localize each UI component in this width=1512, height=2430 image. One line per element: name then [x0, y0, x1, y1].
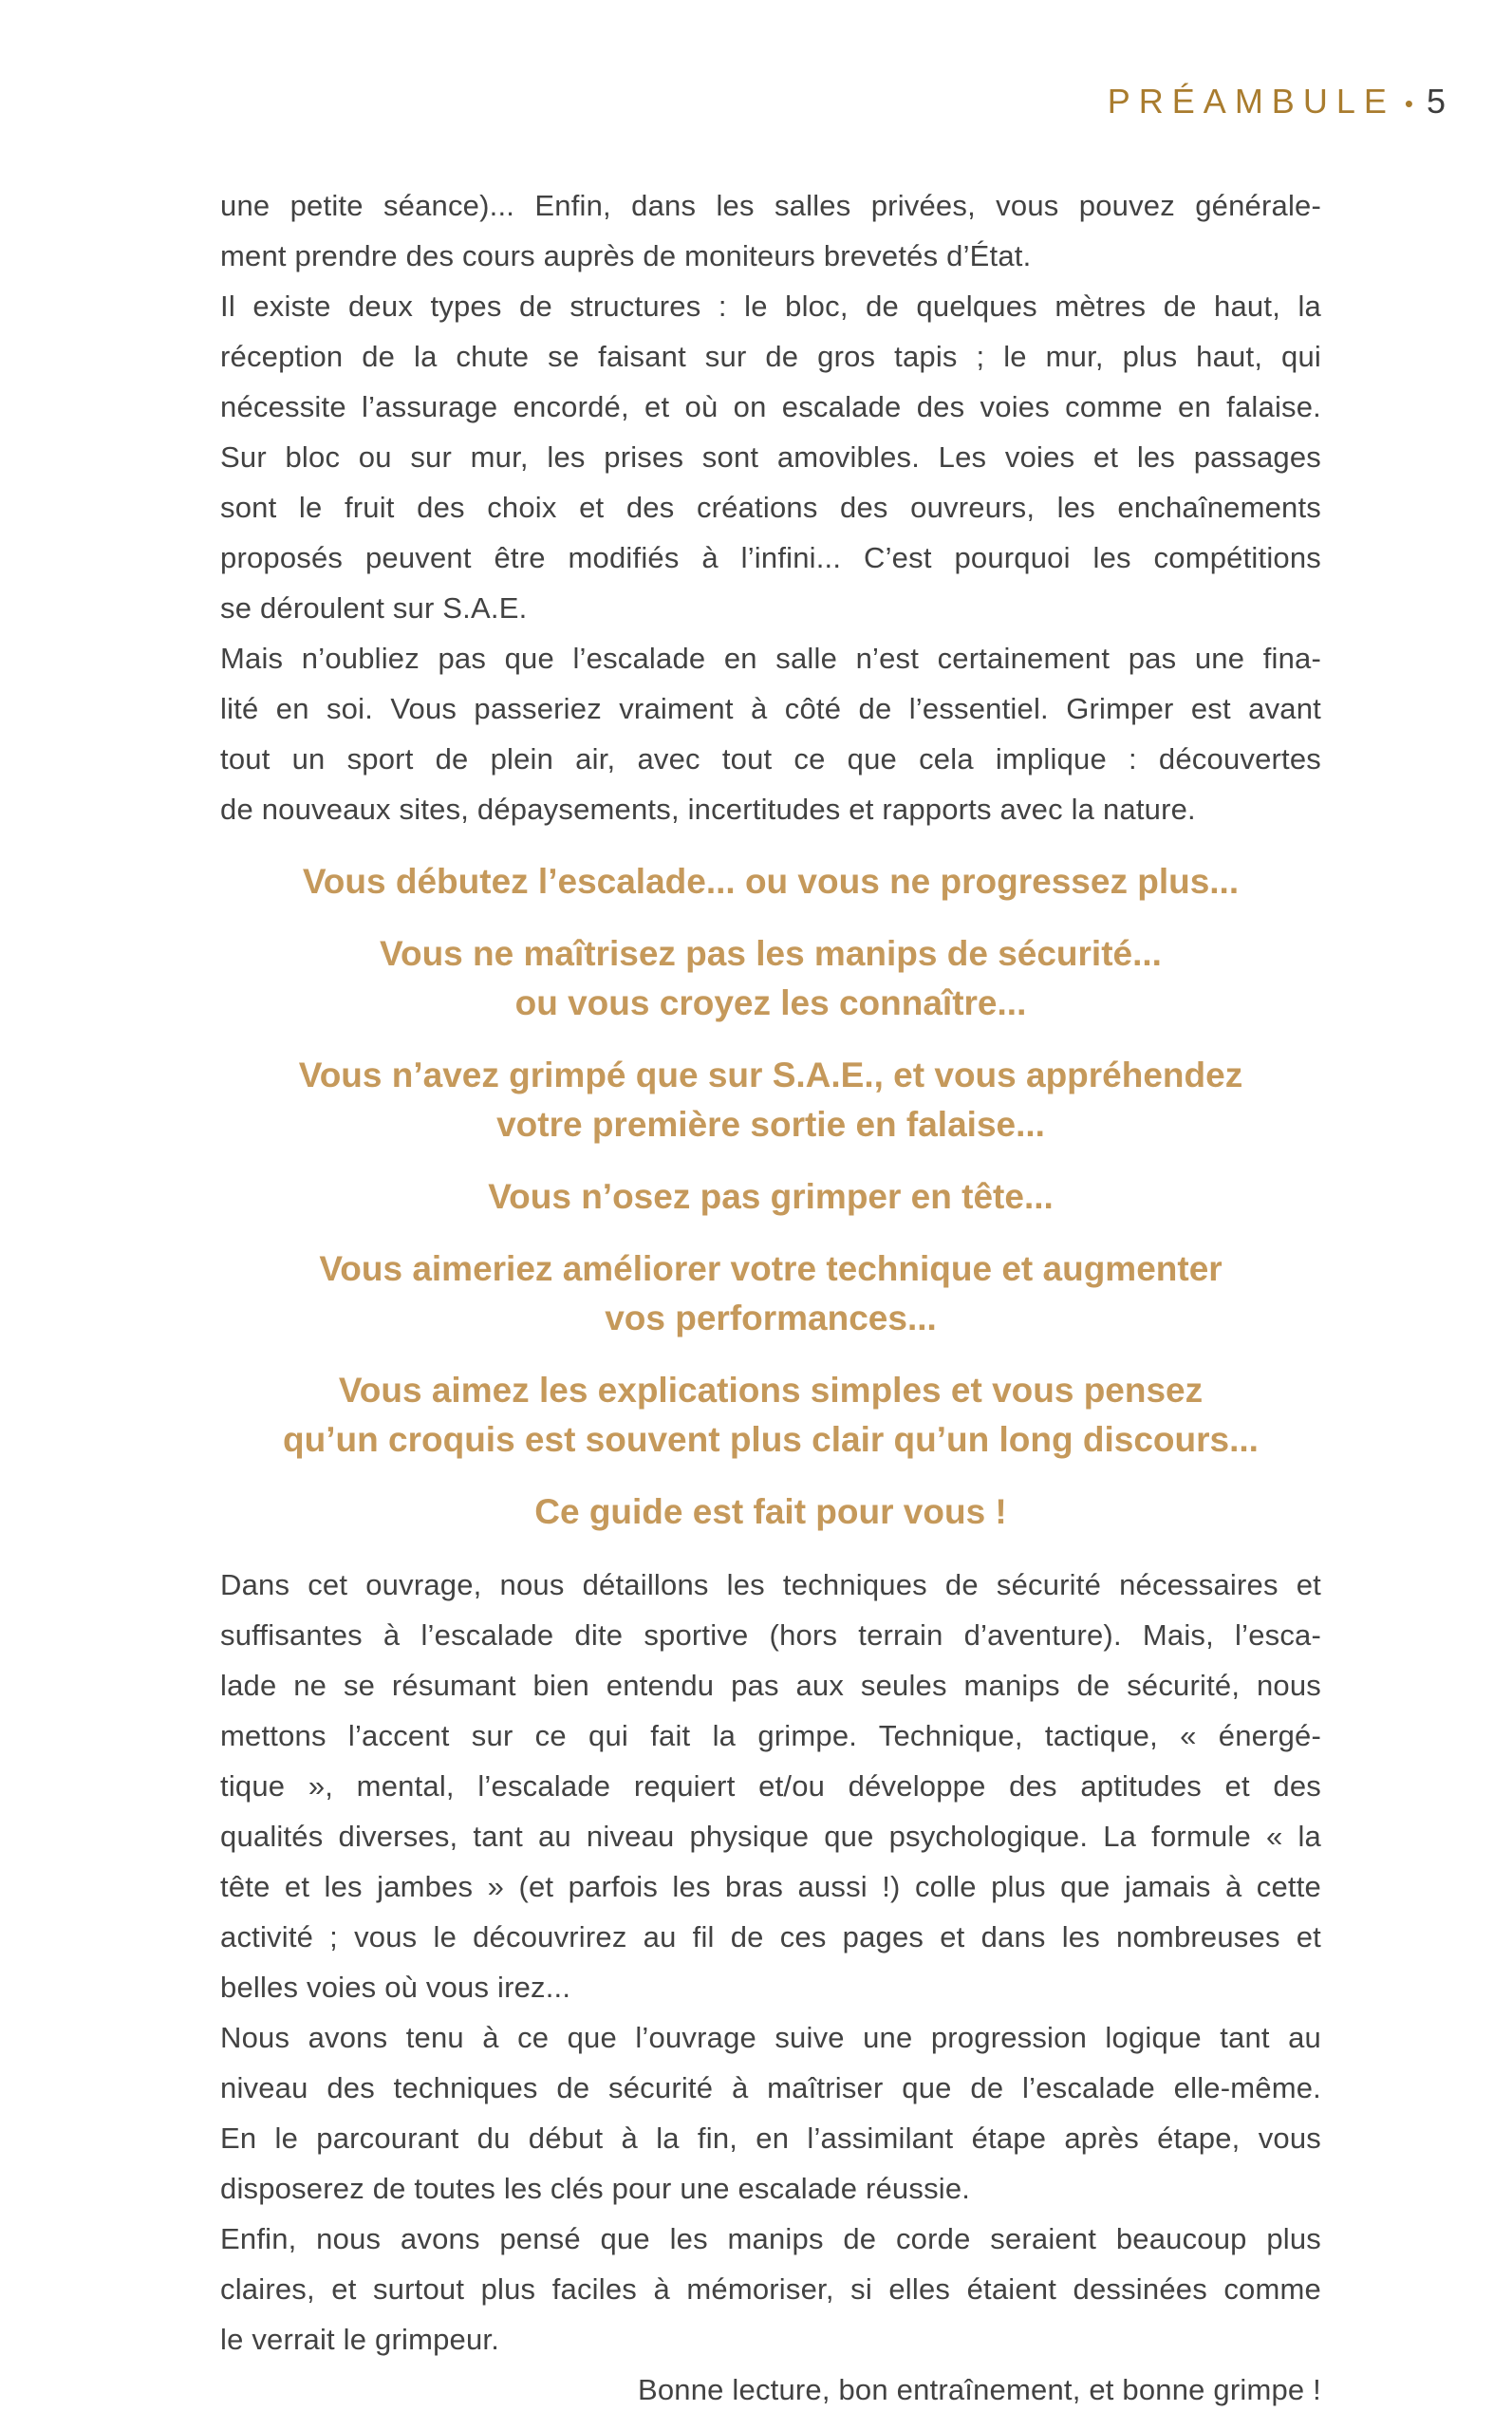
text-line: claires, et surtout plus faciles à mémoriser, si elles étaient dessinées comme [220, 2272, 1321, 2306]
highlight-stanza-5 [220, 1244, 1321, 1343]
text-line: qualités diverses, tant au niveau physique que psychologique. La formule « la [220, 1820, 1321, 1853]
outro-paragraph-2 [220, 2012, 1321, 2214]
text-line: Vous ne maîtrisez pas les manips de sécurité... [380, 934, 1162, 973]
text-line: se déroulent sur S.A.E. [220, 591, 528, 625]
text-line: Mais n’oubliez pas que l’escalade en salle n’est certainement pas une fina- [220, 642, 1321, 675]
text-line: lade ne se résumant bien entendu pas aux seules manips de sécurité, nous [220, 1669, 1321, 1702]
text-line: qu’un croquis est souvent plus clair qu’un long discours... [283, 1420, 1259, 1459]
highlight-block [220, 857, 1321, 1537]
running-header [1108, 82, 1446, 122]
text-line: de nouveaux sites, dépaysements, incertitudes et rapports avec la nature. [220, 793, 1196, 826]
closing-line: Bonne lecture, bon entraînement, et bonne grimpe ! [637, 2373, 1321, 2406]
text-line: mettons l’accent sur ce qui fait la grimpe. Technique, tactique, « énergé- [220, 1719, 1321, 1752]
text-line: tique », mental, l’escalade requiert et/ou développe des aptitudes et des [220, 1769, 1321, 1803]
text-line: ou vous croyez les connaître... [514, 983, 1027, 1022]
text-line: une petite séance)... Enfin, dans les salles privées, vous pouvez générale- [220, 189, 1321, 222]
text-line: vos performances... [605, 1299, 937, 1337]
highlight-stanza-1 [220, 857, 1321, 907]
text-line: Vous n’avez grimpé que sur S.A.E., et vous appréhendez [298, 1056, 1243, 1094]
text-line: tête et les jambes » (et parfois les bras aussi !) colle plus que jamais à cette [220, 1870, 1321, 1903]
page-number: 5 [1426, 82, 1446, 121]
intro-paragraph-2 [220, 281, 1321, 633]
text-line: niveau des techniques de sécurité à maîtriser que de l’escalade elle-même. [220, 2071, 1321, 2104]
intro-paragraph-1 [220, 180, 1321, 281]
text-line: tout un sport de plein air, avec tout ce que cela implique : découvertes [220, 742, 1321, 776]
highlight-stanza-3 [220, 1051, 1321, 1150]
text-line: Vous n’osez pas grimper en tête... [488, 1177, 1054, 1216]
text-line: Dans cet ouvrage, nous détaillons les techniques de sécurité nécessaires et [220, 1568, 1321, 1601]
highlight-stanza-4 [220, 1172, 1321, 1222]
text-line: belles voies où vous irez... [220, 1971, 571, 2004]
text-line: Sur bloc ou sur mur, les prises sont amovibles. Les voies et les passages [220, 440, 1321, 474]
highlight-stanza-7 [220, 1487, 1321, 1537]
text-line: proposés peuvent être modifiés à l’infini... C’est pourquoi les compétitions [220, 541, 1321, 574]
section-title: PRÉAMBULE [1107, 82, 1395, 121]
text-column [220, 180, 1321, 2415]
text-line: Enfin, nous avons pensé que les manips de corde seraient beaucoup plus [220, 2222, 1321, 2255]
intro-paragraph-3 [220, 633, 1321, 834]
text-line: Vous aimeriez améliorer votre technique et augmenter [319, 1249, 1223, 1288]
text-line: Nous avons tenu à ce que l’ouvrage suive une progression logique tant au [220, 2021, 1321, 2054]
outro-paragraph-1 [220, 1560, 1321, 2012]
text-line: Vous aimez les explications simples et vous pensez [338, 1371, 1204, 1410]
text-line: lité en soi. Vous passeriez vraiment à côté de l’essentiel. Grimper est avant [220, 692, 1321, 725]
text-line: ment prendre des cours auprès de moniteurs brevetés d’État. [220, 239, 1032, 272]
text-line: activité ; vous le découvrirez au fil de ces pages et dans les nombreuses et [220, 1920, 1321, 1953]
text-line: En le parcourant du début à la fin, en l’assimilant étape après étape, vous [220, 2122, 1321, 2155]
text-line: votre première sortie en falaise... [496, 1105, 1045, 1144]
highlight-stanza-2 [220, 929, 1321, 1028]
text-line: Il existe deux types de structures : le bloc, de quelques mètres de haut, la [220, 290, 1321, 323]
text-line: le verrait le grimpeur. [220, 2323, 500, 2356]
text-line: Ce guide est fait pour vous ! [534, 1492, 1007, 1531]
highlight-stanza-6 [220, 1366, 1321, 1465]
text-line: disposerez de toutes les clés pour une escalade réussie. [220, 2172, 971, 2205]
text-line: sont le fruit des choix et des créations des ouvreurs, les enchaînements [220, 491, 1321, 524]
text-line: suffisantes à l’escalade dite sportive (hors terrain d’aventure). Mais, l’esca- [220, 1618, 1321, 1652]
outro-paragraph-3 [220, 2214, 1321, 2365]
bullet-separator-icon: • [1404, 88, 1413, 118]
text-line: nécessite l’assurage encordé, et où on escalade des voies comme en falaise. [220, 390, 1321, 423]
text-line: Vous débutez l’escalade... ou vous ne progressez plus... [302, 862, 1240, 901]
text-line: réception de la chute se faisant sur de gros tapis ; le mur, plus haut, qui [220, 340, 1321, 373]
